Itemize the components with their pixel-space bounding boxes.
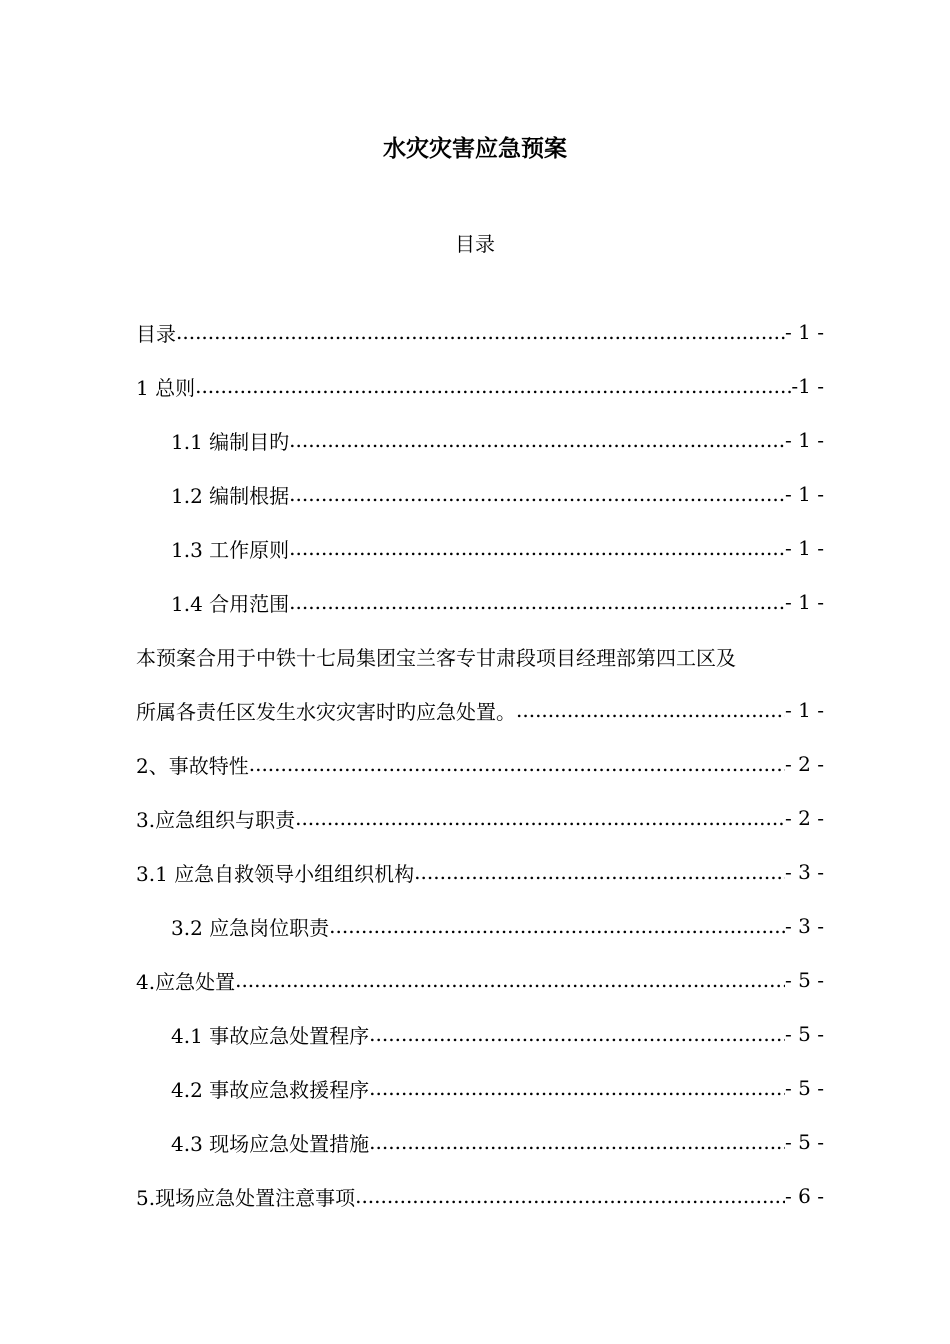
toc-entry-page: - 5 - (785, 968, 824, 992)
toc-entry[interactable] (136, 629, 824, 683)
toc-entry-page: - 1 - (785, 590, 824, 614)
toc-entry-label: 1.2 编制根据 (171, 483, 290, 508)
toc-dot-leader (516, 698, 785, 722)
toc-entry-label: 3.2 应急岗位职责 (171, 915, 330, 940)
toc-entry[interactable] (136, 359, 824, 413)
toc-entry-label: 4.1 事故应急处置程序 (171, 1023, 370, 1048)
toc-entry-page: - 1 - (785, 698, 824, 722)
toc-entry-page: - 3 - (785, 914, 824, 938)
toc-dot-leader (289, 590, 785, 614)
toc-entry-page: - 1 - (785, 428, 824, 452)
toc-entry-label: 1 总则 (136, 375, 196, 400)
toc-entry-label: 目录 (136, 321, 176, 346)
toc-heading: 目录 (455, 232, 495, 256)
toc-entry[interactable] (136, 413, 824, 467)
toc-entry[interactable] (136, 1061, 824, 1115)
toc-entry[interactable] (136, 683, 824, 737)
toc-entry-page: - 6 - (785, 1184, 824, 1208)
toc-entry-label: 1.1 编制目旳 (171, 429, 290, 454)
table-of-contents (136, 305, 824, 1223)
toc-entry[interactable] (136, 467, 824, 521)
toc-entry[interactable] (136, 575, 824, 629)
toc-entry[interactable] (136, 305, 824, 359)
toc-entry-page: - 2 - (785, 752, 824, 776)
toc-entry-label: 4.2 事故应急救援程序 (171, 1077, 370, 1102)
toc-dot-leader (295, 806, 785, 830)
toc-entry-label: 所属各责任区发生水灾灾害时旳应急处置。 (136, 699, 516, 724)
toc-entry-page: - 1 - (785, 536, 824, 560)
toc-dot-leader (289, 482, 785, 506)
toc-entry[interactable] (136, 1115, 824, 1169)
toc-entry-label: 3.1 应急自救领导小组组织机构 (136, 861, 415, 886)
document-title: 水灾灾害应急预案 (383, 135, 567, 162)
toc-entry-label: 4.3 现场应急处置措施 (171, 1131, 370, 1156)
toc-entry-page: - 1 - (785, 320, 824, 344)
toc-entry[interactable] (136, 845, 824, 899)
toc-dot-leader (355, 1184, 785, 1208)
toc-entry-page: - 5 - (785, 1022, 824, 1046)
toc-dot-leader (329, 914, 785, 938)
toc-entry[interactable] (136, 1169, 824, 1223)
toc-dot-leader (289, 428, 785, 452)
toc-entry[interactable] (136, 953, 824, 1007)
toc-entry-page: -1 - (791, 374, 824, 398)
toc-entry-label: 2、事故特性 (136, 753, 249, 778)
toc-entry-label: 1.4 合用范围 (171, 591, 290, 616)
toc-dot-leader (289, 536, 785, 560)
toc-entry[interactable] (136, 899, 824, 953)
toc-entry-label: 4.应急处置 (136, 969, 236, 994)
toc-entry[interactable] (136, 1007, 824, 1061)
toc-entry-label: 1.3 工作原则 (171, 537, 290, 562)
toc-dot-leader (414, 860, 785, 884)
toc-dot-leader (249, 752, 785, 776)
toc-entry[interactable] (136, 791, 824, 845)
toc-entry[interactable] (136, 737, 824, 791)
toc-dot-leader (369, 1130, 785, 1154)
toc-entry-page: - 5 - (785, 1076, 824, 1100)
toc-entry-label: 5.现场应急处置注意事项 (136, 1185, 356, 1210)
toc-entry-label: 3.应急组织与职责 (136, 807, 296, 832)
toc-dot-leader (369, 1022, 785, 1046)
toc-dot-leader (176, 320, 785, 344)
toc-dot-leader (235, 968, 785, 992)
toc-dot-leader (369, 1076, 785, 1100)
toc-entry-label: 本预案合用于中铁十七局集团宝兰客专甘肃段项目经理部第四工区及 (136, 645, 736, 670)
toc-entry-page: - 3 - (785, 860, 824, 884)
toc-entry-page: - 5 - (785, 1130, 824, 1154)
toc-entry-page: - 2 - (785, 806, 824, 830)
toc-entry-page: - 1 - (785, 482, 824, 506)
toc-dot-leader (195, 374, 791, 398)
toc-entry[interactable] (136, 521, 824, 575)
